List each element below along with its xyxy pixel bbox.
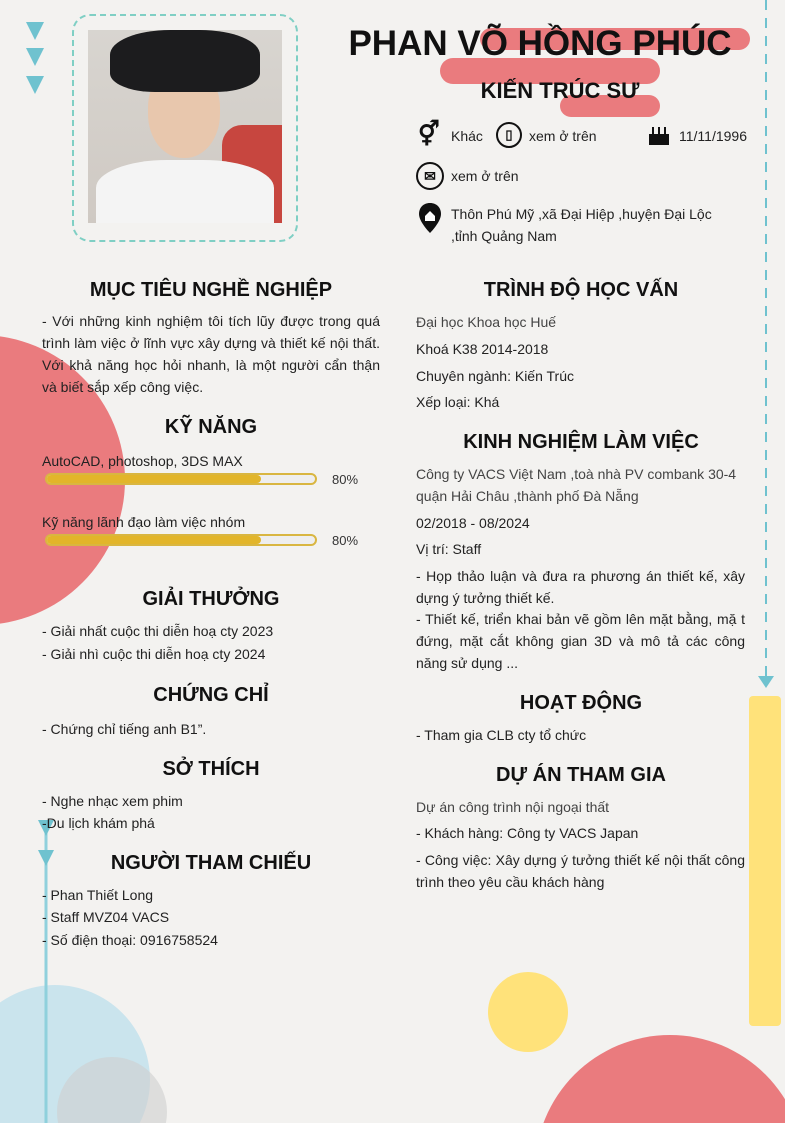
- skill-label-2: Kỹ năng lãnh đạo làm việc nhóm: [42, 514, 246, 530]
- activity-item-1: - Tham gia CLB cty tổ chức: [416, 727, 587, 743]
- job-title: KIẾN TRÚC SƯ: [480, 78, 640, 103]
- education-grade: Xếp loại: Khá: [416, 394, 500, 410]
- address-value: Thôn Phú Mỹ ,xã Đại Hiệp ,huyện Đại Lộc ,tỉnh Quảng Nam: [451, 206, 712, 244]
- full-name: PHAN VÕ HỒNG PHÚC: [348, 24, 732, 63]
- education-major: Chuyên ngành: Kiến Trúc: [416, 368, 574, 384]
- skill-bar-1: [45, 473, 317, 485]
- gender-value: Khác: [451, 128, 483, 144]
- awards-heading: GIẢI THƯỞNG: [142, 588, 280, 610]
- objective-heading: MỤC TIÊU NGHỀ NGHIỆP: [89, 279, 333, 301]
- activities-heading: HOẠT ĐỘNG: [519, 692, 643, 714]
- experience-position: Vị trí: Staff: [416, 541, 482, 557]
- reference-item-3: - Số điện thoại: 0916758524: [42, 932, 218, 948]
- skill-percent-1: 80%: [332, 472, 359, 487]
- certificate-item-1: - Chứng chỉ tiếng anh B1”.: [42, 721, 207, 737]
- profile-photo: [88, 30, 282, 223]
- birthday-cake-icon: [648, 124, 670, 146]
- projects-heading: DỰ ÁN THAM GIA: [496, 764, 666, 786]
- skills-heading: KỸ NĂNG: [164, 416, 258, 438]
- location-pin-icon: [418, 202, 442, 234]
- education-heading: TRÌNH ĐỘ HỌC VẤN: [483, 279, 679, 301]
- skill-percent-2: 80%: [332, 533, 359, 548]
- award-item-2: - Giải nhì cuộc thi diễn hoạ cty 2024: [42, 646, 266, 662]
- right-yellow-bar: [749, 696, 781, 1026]
- birthday-value: 11/11/1996: [679, 128, 747, 144]
- experience-company: Công ty VACS Việt Nam ,toà nhà PV combank 30-4 quận Hải Châu ,thành phố Đà Nẵng: [416, 466, 737, 504]
- experience-period: 02/2018 - 08/2024: [416, 515, 530, 531]
- project-name: Dự án công trình nội ngoại thất: [416, 799, 610, 815]
- phone-icon: ▯: [496, 122, 522, 148]
- skill-label-1: AutoCAD, photoshop, 3DS MAX: [42, 453, 243, 469]
- education-course: Khoá K38 2014-2018: [416, 341, 549, 357]
- skill-bar-2-fill: [47, 536, 261, 544]
- education-school: Đại học Khoa học Huế: [416, 314, 557, 330]
- hobby-item-2: -Du lịch khám phá: [42, 815, 155, 831]
- bottom-yellow-circle: [488, 972, 568, 1052]
- gender-icon: ⚥: [418, 121, 440, 148]
- reference-item-2: - Staff MVZ04 VACS: [42, 909, 170, 925]
- email-value: xem ở trên: [451, 168, 519, 184]
- experience-duty-1: - Họp thảo luận và đưa ra phương án thiết kế, xây dựng ý tưởng thiết kế.: [416, 568, 745, 606]
- email-icon: ✉: [416, 162, 444, 190]
- top-left-arrow: [26, 22, 44, 40]
- award-item-1: - Giải nhất cuộc thi diễn hoạ cty 2023: [42, 623, 274, 639]
- project-work: - Công việc: Xây dựng ý tưởng thiết kế nội thất công trình theo yêu cầu khách hàng: [416, 852, 745, 890]
- hobbies-heading: SỞ THÍCH: [162, 758, 260, 780]
- right-arrow: [758, 676, 774, 688]
- experience-heading: KINH NGHIỆM LÀM VIỆC: [463, 431, 699, 453]
- phone-value: xem ở trên: [529, 128, 597, 144]
- bottom-right-red-circle: [535, 1035, 785, 1123]
- objective-text: - Với những kinh nghiệm tôi tích lũy được trong quá trình làm việc ở lĩnh vực xây dựng và thiết kế nội thất. Với khả năng học hỏi nhanh, là một người cẩn thận và biết sắp xếp công việc.: [42, 313, 380, 395]
- hobby-item-1: - Nghe nhạc xem phim: [42, 793, 183, 809]
- skill-bar-2: [45, 534, 317, 546]
- certificates-heading: CHỨNG CHỈ: [153, 684, 269, 706]
- reference-item-1: - Phan Thiết Long: [42, 887, 154, 903]
- references-heading: NGƯỜI THAM CHIẾU: [110, 852, 312, 874]
- project-client: - Khách hàng: Công ty VACS Japan: [416, 825, 639, 841]
- experience-duty-2: - Thiết kế, triển khai bản vẽ gồm lên mặt bằng, mặ t đứng, mặt cắt không gian 3D và mô tả các công năng sử dụng ...: [416, 611, 745, 671]
- skill-bar-1-fill: [47, 475, 261, 483]
